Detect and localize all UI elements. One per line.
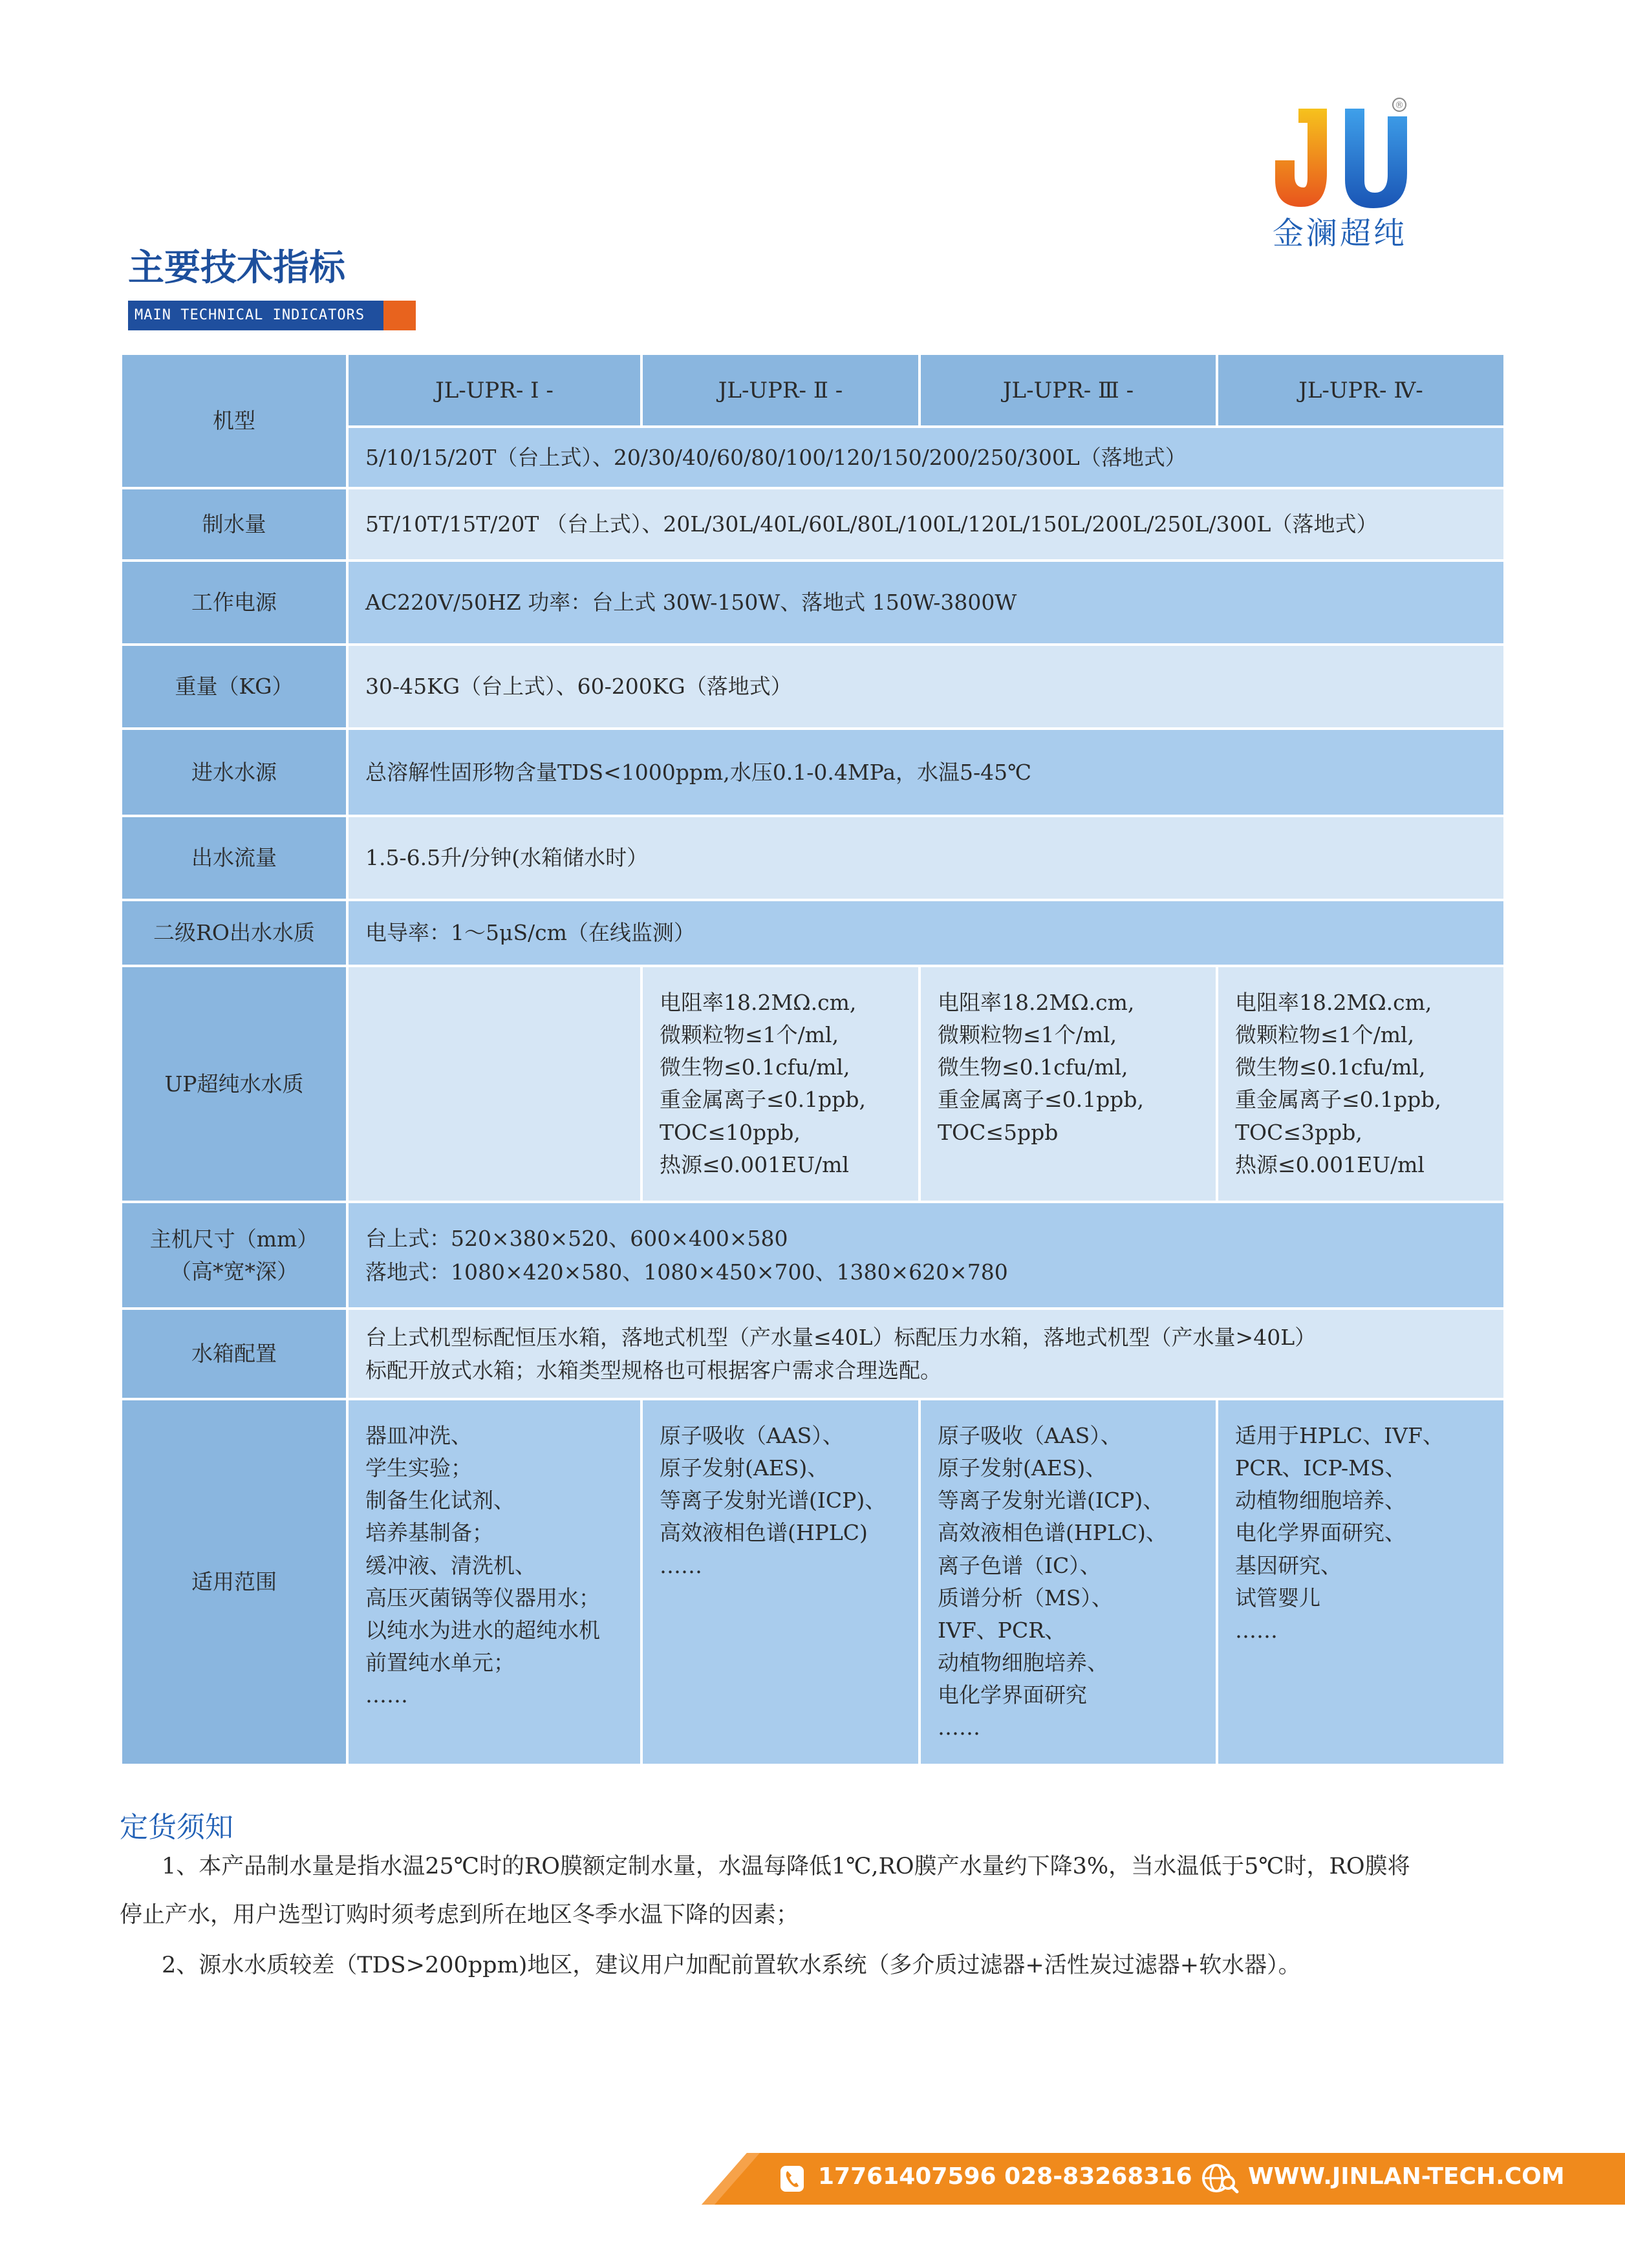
list-item: …… (1235, 1617, 1278, 1643)
weight-value: 30-45KG（台上式）、60-200KG（落地式） (347, 645, 1505, 729)
table-row (121, 1309, 1505, 1399)
list-item: 质谱分析（MS）、 (938, 1585, 1113, 1610)
inlet-value: 总溶解性固形物含量TDS<1000ppm,水压0.1-0.4MPa，水温5-45℃ (347, 729, 1505, 816)
list-item: 电阻率18.2MΩ.cm, (938, 990, 1135, 1015)
list-item: 前置纯水单元； (365, 1650, 515, 1676)
ro-value: 电导率：1～5μS/cm（在线监测） (347, 900, 1505, 966)
list-item: 电阻率18.2MΩ.cm, (660, 990, 857, 1015)
list-item: 离子色谱（IC）、 (938, 1552, 1101, 1578)
model-header-1: JL-UPR- Ⅰ - (347, 354, 641, 427)
list-item: …… (938, 1715, 980, 1740)
list-item: 等离子发射光谱(ICP)、 (938, 1488, 1165, 1514)
spec-table (120, 352, 1506, 1766)
list-item: 动植物细胞培养、 (938, 1650, 1108, 1676)
model-header-4: JL-UPR- Ⅳ- (1217, 354, 1505, 427)
subtitle-bar (128, 301, 416, 330)
up-col-1 (347, 966, 641, 1202)
list-item: 重金属离子≤0.1ppb, (660, 1087, 866, 1113)
registered-mark: ® (1395, 100, 1404, 111)
list-item: 缓冲液、清洗机、 (365, 1552, 536, 1578)
table-row (121, 561, 1505, 645)
footer-bar (702, 2153, 1625, 2205)
table-row (121, 488, 1505, 561)
list-item: 重金属离子≤0.1ppb, (1235, 1087, 1441, 1113)
size-label-line2: （高*宽*深） (170, 1258, 298, 1284)
row-label-inlet: 进水水源 (121, 729, 347, 816)
row-label-tank: 水箱配置 (121, 1309, 347, 1399)
page-subtitle: MAIN TECHNICAL INDICATORS (128, 301, 383, 330)
scope-col-1 (347, 1399, 641, 1765)
up-col-3 (920, 966, 1217, 1202)
row-label-power: 工作电源 (121, 561, 347, 645)
list-item: 电化学界面研究、 (1235, 1520, 1406, 1546)
model-header-3: JL-UPR- Ⅲ - (920, 354, 1217, 427)
size-label-line1: 主机尺寸（mm） (149, 1226, 319, 1252)
row-label-flow: 出水流量 (121, 816, 347, 900)
table-row (121, 1399, 1505, 1765)
scope-col-2 (641, 1399, 920, 1765)
list-item: 高效液相色谱(HPLC)、 (938, 1520, 1167, 1546)
table-row (121, 645, 1505, 729)
size-line2: 落地式：1080×420×580、1080×450×700、1380×620×780 (365, 1259, 1008, 1285)
list-item: …… (660, 1552, 702, 1578)
output-value: 5T/10T/15T/20T （台上式）、20L/30L/40L/60L/80L/100L/120L/150L/200L/250L/300L（落地式） (347, 488, 1505, 561)
list-item: TOC≤3ppb, (1235, 1119, 1362, 1145)
note-1-line2: 停止产水，用户选型订购时须考虑到所在地区冬季水温下降的因素； (120, 1902, 799, 1928)
scope-col-3 (920, 1399, 1217, 1765)
list-item: IVF、PCR、 (938, 1617, 1066, 1643)
list-item: 基因研究、 (1235, 1552, 1342, 1578)
list-item: 电阻率18.2MΩ.cm, (1235, 990, 1432, 1015)
list-item: 学生实验； (365, 1455, 472, 1481)
up-col-2 (641, 966, 920, 1202)
list-item: TOC≤5ppb (938, 1119, 1059, 1145)
table-row (121, 816, 1505, 900)
list-item: 微颗粒物≤1个/ml, (1235, 1022, 1415, 1048)
table-row (121, 354, 1505, 427)
row-label-output: 制水量 (121, 488, 347, 561)
list-item: 器皿冲洗、 (365, 1423, 472, 1448)
list-item: 试管婴儿 (1235, 1585, 1320, 1610)
notes-title: 定货须知 (120, 1811, 233, 1844)
table-row (121, 966, 1505, 1202)
list-item: 适用于HPLC、IVF、 (1235, 1423, 1444, 1448)
subtitle-accent (383, 301, 416, 330)
list-item: 原子吸收（AAS）、 (660, 1423, 844, 1448)
list-item: 高效液相色谱(HPLC) (660, 1520, 868, 1546)
list-item: 微颗粒物≤1个/ml, (660, 1022, 839, 1048)
list-item: 微生物≤0.1cfu/ml, (1235, 1054, 1426, 1080)
list-item: 原子发射(AES)、 (660, 1455, 829, 1481)
list-item: 原子发射(AES)、 (938, 1455, 1107, 1481)
note-1-line1: 1、本产品制水量是指水温25℃时的RO膜额定制水量，水温每降低1℃,RO膜产水量约下降3%，当水温低于5℃时，RO膜将 (162, 1854, 1410, 1879)
footer-website[interactable]: WWW.JINLAN-TECH.COM (1248, 2163, 1565, 2190)
table-row (121, 1202, 1505, 1309)
list-item: 培养基制备； (365, 1520, 493, 1546)
page-title: 主要技术指标 (128, 247, 345, 289)
list-item: 动植物细胞培养、 (1235, 1488, 1406, 1514)
row-label-model: 机型 (121, 354, 347, 488)
list-item: PCR、ICP-MS、 (1235, 1455, 1406, 1481)
list-item: 原子吸收（AAS）、 (938, 1423, 1122, 1448)
size-value (347, 1202, 1505, 1309)
list-item: 微颗粒物≤1个/ml, (938, 1022, 1117, 1048)
flow-value: 1.5-6.5升/分钟(水箱储水时） (347, 816, 1505, 900)
list-item: 热源≤0.001EU/ml (1235, 1151, 1425, 1177)
brand-name: 金澜超纯 (1272, 215, 1407, 251)
list-item: …… (365, 1682, 408, 1708)
row-label-ro: 二级RO出水水质 (121, 900, 347, 966)
table-row (121, 900, 1505, 966)
list-item: 电化学界面研究 (938, 1682, 1087, 1708)
row-label-weight: 重量（KG） (121, 645, 347, 729)
phone-icon (779, 2165, 805, 2193)
up-col-4 (1217, 966, 1505, 1202)
row-label-scope: 适用范围 (121, 1399, 347, 1765)
model-sizes: 5/10/15/20T（台上式）、20/30/40/60/80/100/120/150/200/250/300L（落地式） (347, 427, 1505, 488)
globe-icon (1200, 2162, 1240, 2194)
footer-phones: 17761407596 028-83268316 (818, 2163, 1192, 2190)
size-line1: 台上式：520×380×520、600×400×580 (365, 1226, 788, 1252)
list-item: 热源≤0.001EU/ml (660, 1151, 849, 1177)
list-item: 微生物≤0.1cfu/ml, (660, 1054, 850, 1080)
tank-line2: 标配开放式水箱；水箱类型规格也可根据客户需求合理选配。 (365, 1358, 942, 1383)
list-item: 等离子发射光谱(ICP)、 (660, 1488, 887, 1514)
note-2: 2、源水水质较差（TDS>200ppm)地区，建议用户加配前置软水系统（多介质过滤器+活性炭过滤器+软水器）。 (162, 1952, 1301, 1978)
list-item: TOC≤10ppb, (660, 1119, 801, 1145)
power-value: AC220V/50HZ 功率：台上式 30W-150W、落地式 150W-3800W (347, 561, 1505, 645)
list-item: 微生物≤0.1cfu/ml, (938, 1054, 1128, 1080)
tank-value (347, 1309, 1505, 1399)
row-label-up: UP超纯水水质 (121, 966, 347, 1202)
table-row (121, 729, 1505, 816)
tank-line1: 台上式机型标配恒压水箱，落地式机型（产水量≤40L）标配压力水箱，落地式机型（产水量>40L） (365, 1324, 1317, 1350)
scope-col-4 (1217, 1399, 1505, 1765)
row-label-size (121, 1202, 347, 1309)
model-header-2: JL-UPR- Ⅱ - (641, 354, 920, 427)
list-item: 以纯水为进水的超纯水机 (365, 1617, 600, 1643)
list-item: 高压灭菌锅等仪器用水； (365, 1585, 600, 1610)
list-item: 制备生化试剂、 (365, 1488, 515, 1514)
list-item: 重金属离子≤0.1ppb, (938, 1087, 1144, 1113)
